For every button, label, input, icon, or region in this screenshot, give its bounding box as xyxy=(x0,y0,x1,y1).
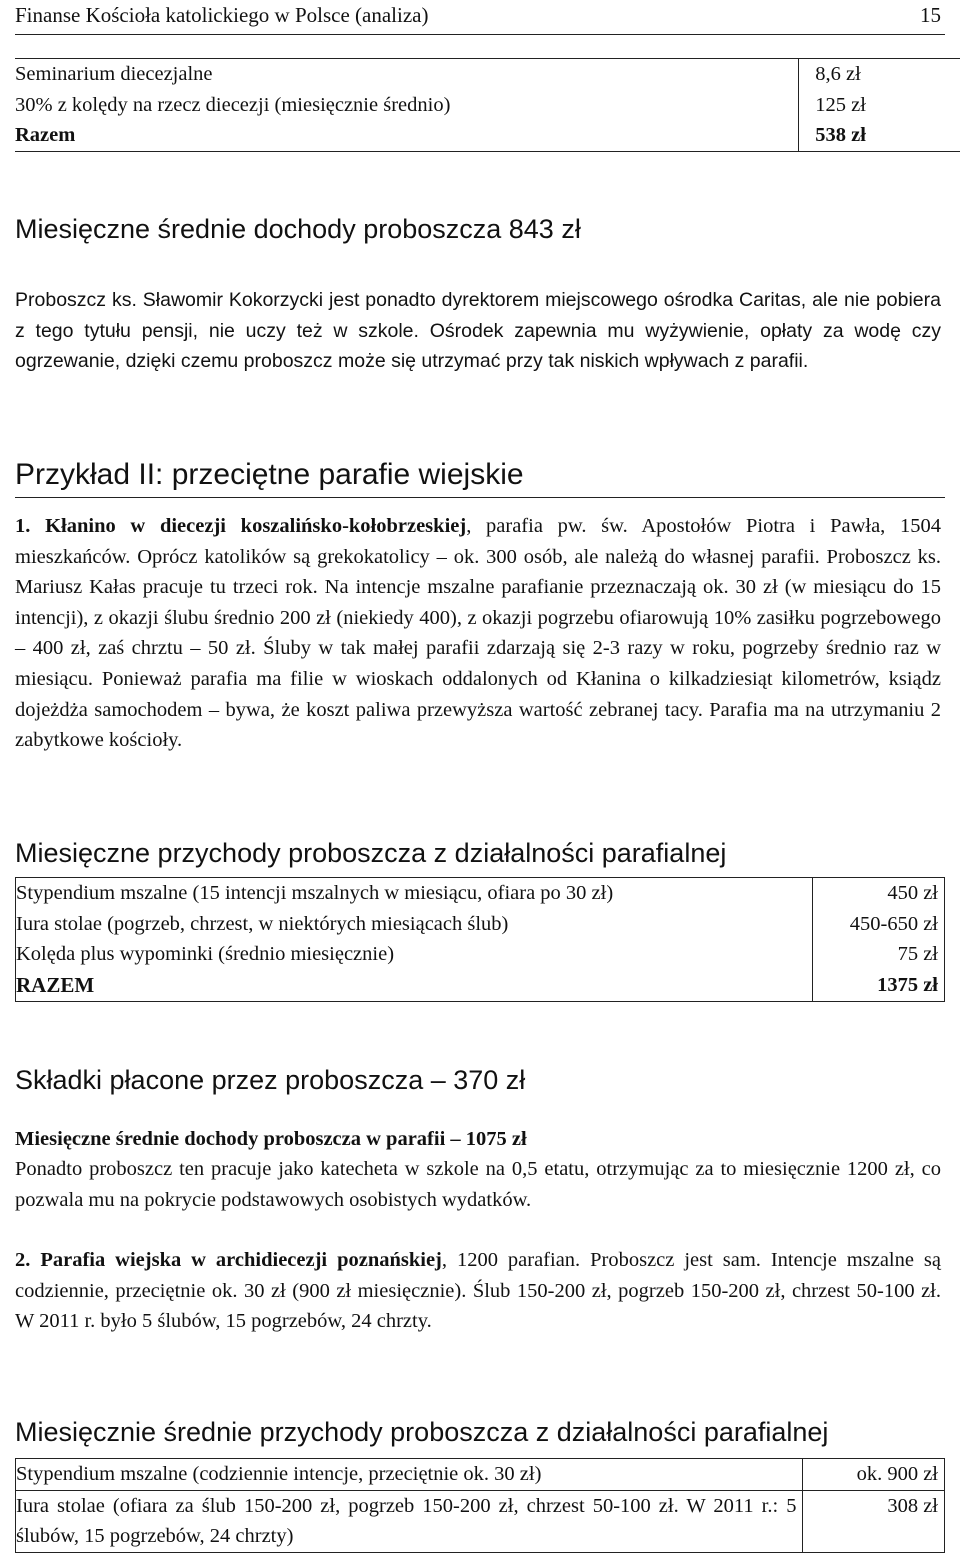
running-header xyxy=(15,0,945,35)
diocese-contributions-table xyxy=(15,58,960,152)
table-row xyxy=(15,59,960,152)
row-value: 8,6 zł xyxy=(815,63,861,85)
paragraph-poznan xyxy=(15,1245,941,1337)
table-row xyxy=(16,1459,945,1491)
row-label: Stypendium mszalne (15 intencji mszalnych w miesiącu, ofiara po 30 zł) xyxy=(16,882,614,904)
row-label: Iura stolae (pogrzeb, chrzest, w niektórych miesiącach ślub) xyxy=(16,912,509,935)
row-value: 125 zł xyxy=(815,93,866,116)
table-value-cell xyxy=(799,59,960,152)
row-value: 308 zł xyxy=(887,1494,938,1517)
heading-revenue-poznan: Miesięcznie średnie przychody proboszcza z działalności parafialnej xyxy=(15,1417,829,1447)
table-value-cell xyxy=(813,878,945,1002)
table-label-cell xyxy=(16,878,813,1002)
item-number: 2. xyxy=(15,1249,31,1271)
row-label-total: RAZEM xyxy=(16,972,95,997)
parish-name: Parafia wiejska w archidiecezji poznańskiej xyxy=(40,1249,442,1271)
paragraph-kokorzycki: Proboszcz ks. Sławomir Kokorzycki jest ponadto dyrektorem miejscowego ośrodka Caritas, ale nie pobiera z tego tytułu pensji, nie uczy też w szkole. Ośrodek zapewnia mu wyżywienie, opłaty za wodę czy ogrzewanie, dzięki czemu proboszcz może się utrzymać przy tak niskich wpływach z parafii. xyxy=(15,289,941,373)
row-label: 30% z kolędy na rzecz diecezji (miesięcznie średnio) xyxy=(15,93,451,116)
table-label-cell xyxy=(16,1459,803,1491)
parish-name: Kłanino w diecezji koszalińsko-kołobrzeskiej xyxy=(45,515,467,537)
heading-example-2: Przykład II: przeciętne parafie wiejskie xyxy=(15,458,524,491)
page-number: 15 xyxy=(920,3,941,27)
table-label-cell xyxy=(15,59,799,152)
row-value-total: 1375 zł xyxy=(877,973,938,996)
revenue-table-klanino xyxy=(15,877,945,1002)
parish-description: , parafia pw. św. Apostołów Piotra i Pawła, 1504 mieszkańców. Oprócz katolików są grekokatolicy – ok. 300 osób, ale należą do własnej parafii. Proboszcz ks. Mariusz Kałas pracuje tu trzeci rok. Na intencje mszalne parafianie przeznaczają ok. 30 zł (w miesiącu do 15 intencji), z okazji ślubu średnio 200 zł (niekiedy 400), z okazji pogrzebu ofiarowują 10% zasiłku pogrzebowego – 400 zł, zaś chrztu – 50 zł. Śluby w tak małej parafii zdarzają się 2-3 razy w roku, pogrzeby średnio raz w miesiącu. Ponieważ parafia ma filie w wioskach oddalonych od Kłanina o kilkadziesiąt kilometrów, ksiądz dojeżdża samochodem – bywa, że koszt paliwa przewyższa wartość zebranej tacy. Parafia ma na utrzymaniu 2 zabytkowe kościoły. xyxy=(15,515,942,752)
row-label: Stypendium mszalne (codziennie intencje, przeciętnie ok. 30 zł) xyxy=(16,1463,542,1485)
row-value: 450-650 zł xyxy=(849,912,938,935)
row-label: Iura stolae (ofiara za ślub 150-200 zł, pogrzeb 150-200 zł, chrzest 50-100 zł. W 2011 r.: 5 ślubów, 15 pogrzebów, 24 chrzty) xyxy=(16,1494,797,1548)
table-value-cell xyxy=(803,1459,945,1491)
paragraph-klanino xyxy=(15,511,941,756)
row-value: 450 zł xyxy=(887,882,938,904)
row-value: 75 zł xyxy=(897,943,938,966)
heading-fees: Składki płacone przez proboszcza – 370 zł xyxy=(15,1065,526,1095)
row-label: Seminarium diecezjalne xyxy=(15,63,213,85)
paragraph-katecheta: Ponadto proboszcz ten pracuje jako katecheta w szkole na 0,5 etatu, otrzymując za to miesięcznie 1200 zł, co pozwala mu na pokrycie podstawowych osobistych wydatków. xyxy=(15,1158,941,1211)
heading-revenue-klanino: Miesięczne przychody proboszcza z działalności parafialnej xyxy=(15,838,727,868)
table-row xyxy=(16,1490,945,1552)
table-value-cell xyxy=(803,1490,945,1552)
table-row xyxy=(16,878,945,1002)
heading-income-843: Miesięczne średnie dochody proboszcza 843 zł xyxy=(15,214,581,244)
table-label-cell xyxy=(16,1490,803,1552)
income-parish-line: Miesięczne średnie dochody proboszcza w parafii – 1075 zł xyxy=(15,1128,527,1150)
heading-underline xyxy=(15,497,945,498)
parish-description: , 1200 parafian. Proboszcz jest sam. Intencje mszalne są codziennie, przeciętnie ok. 30 zł (900 zł miesięcznie). Ślub 150-200 zł, pogrzeb 150-200 zł, chrzest 50-100 zł. W 2011 r. było 5 ślubów, 15 pogrzebów, 24 chrzty. xyxy=(15,1249,941,1333)
row-label-total: Razem xyxy=(15,124,76,147)
header-title: Finanse Kościoła katolickiego w Polsce (analiza) xyxy=(15,3,429,27)
row-value-total: 538 zł xyxy=(815,124,866,147)
row-label: Kolęda plus wypominki (średnio miesięcznie) xyxy=(16,943,395,966)
item-number: 1. xyxy=(15,515,31,537)
row-value: ok. 900 zł xyxy=(856,1463,938,1485)
revenue-table-poznan xyxy=(15,1458,945,1553)
